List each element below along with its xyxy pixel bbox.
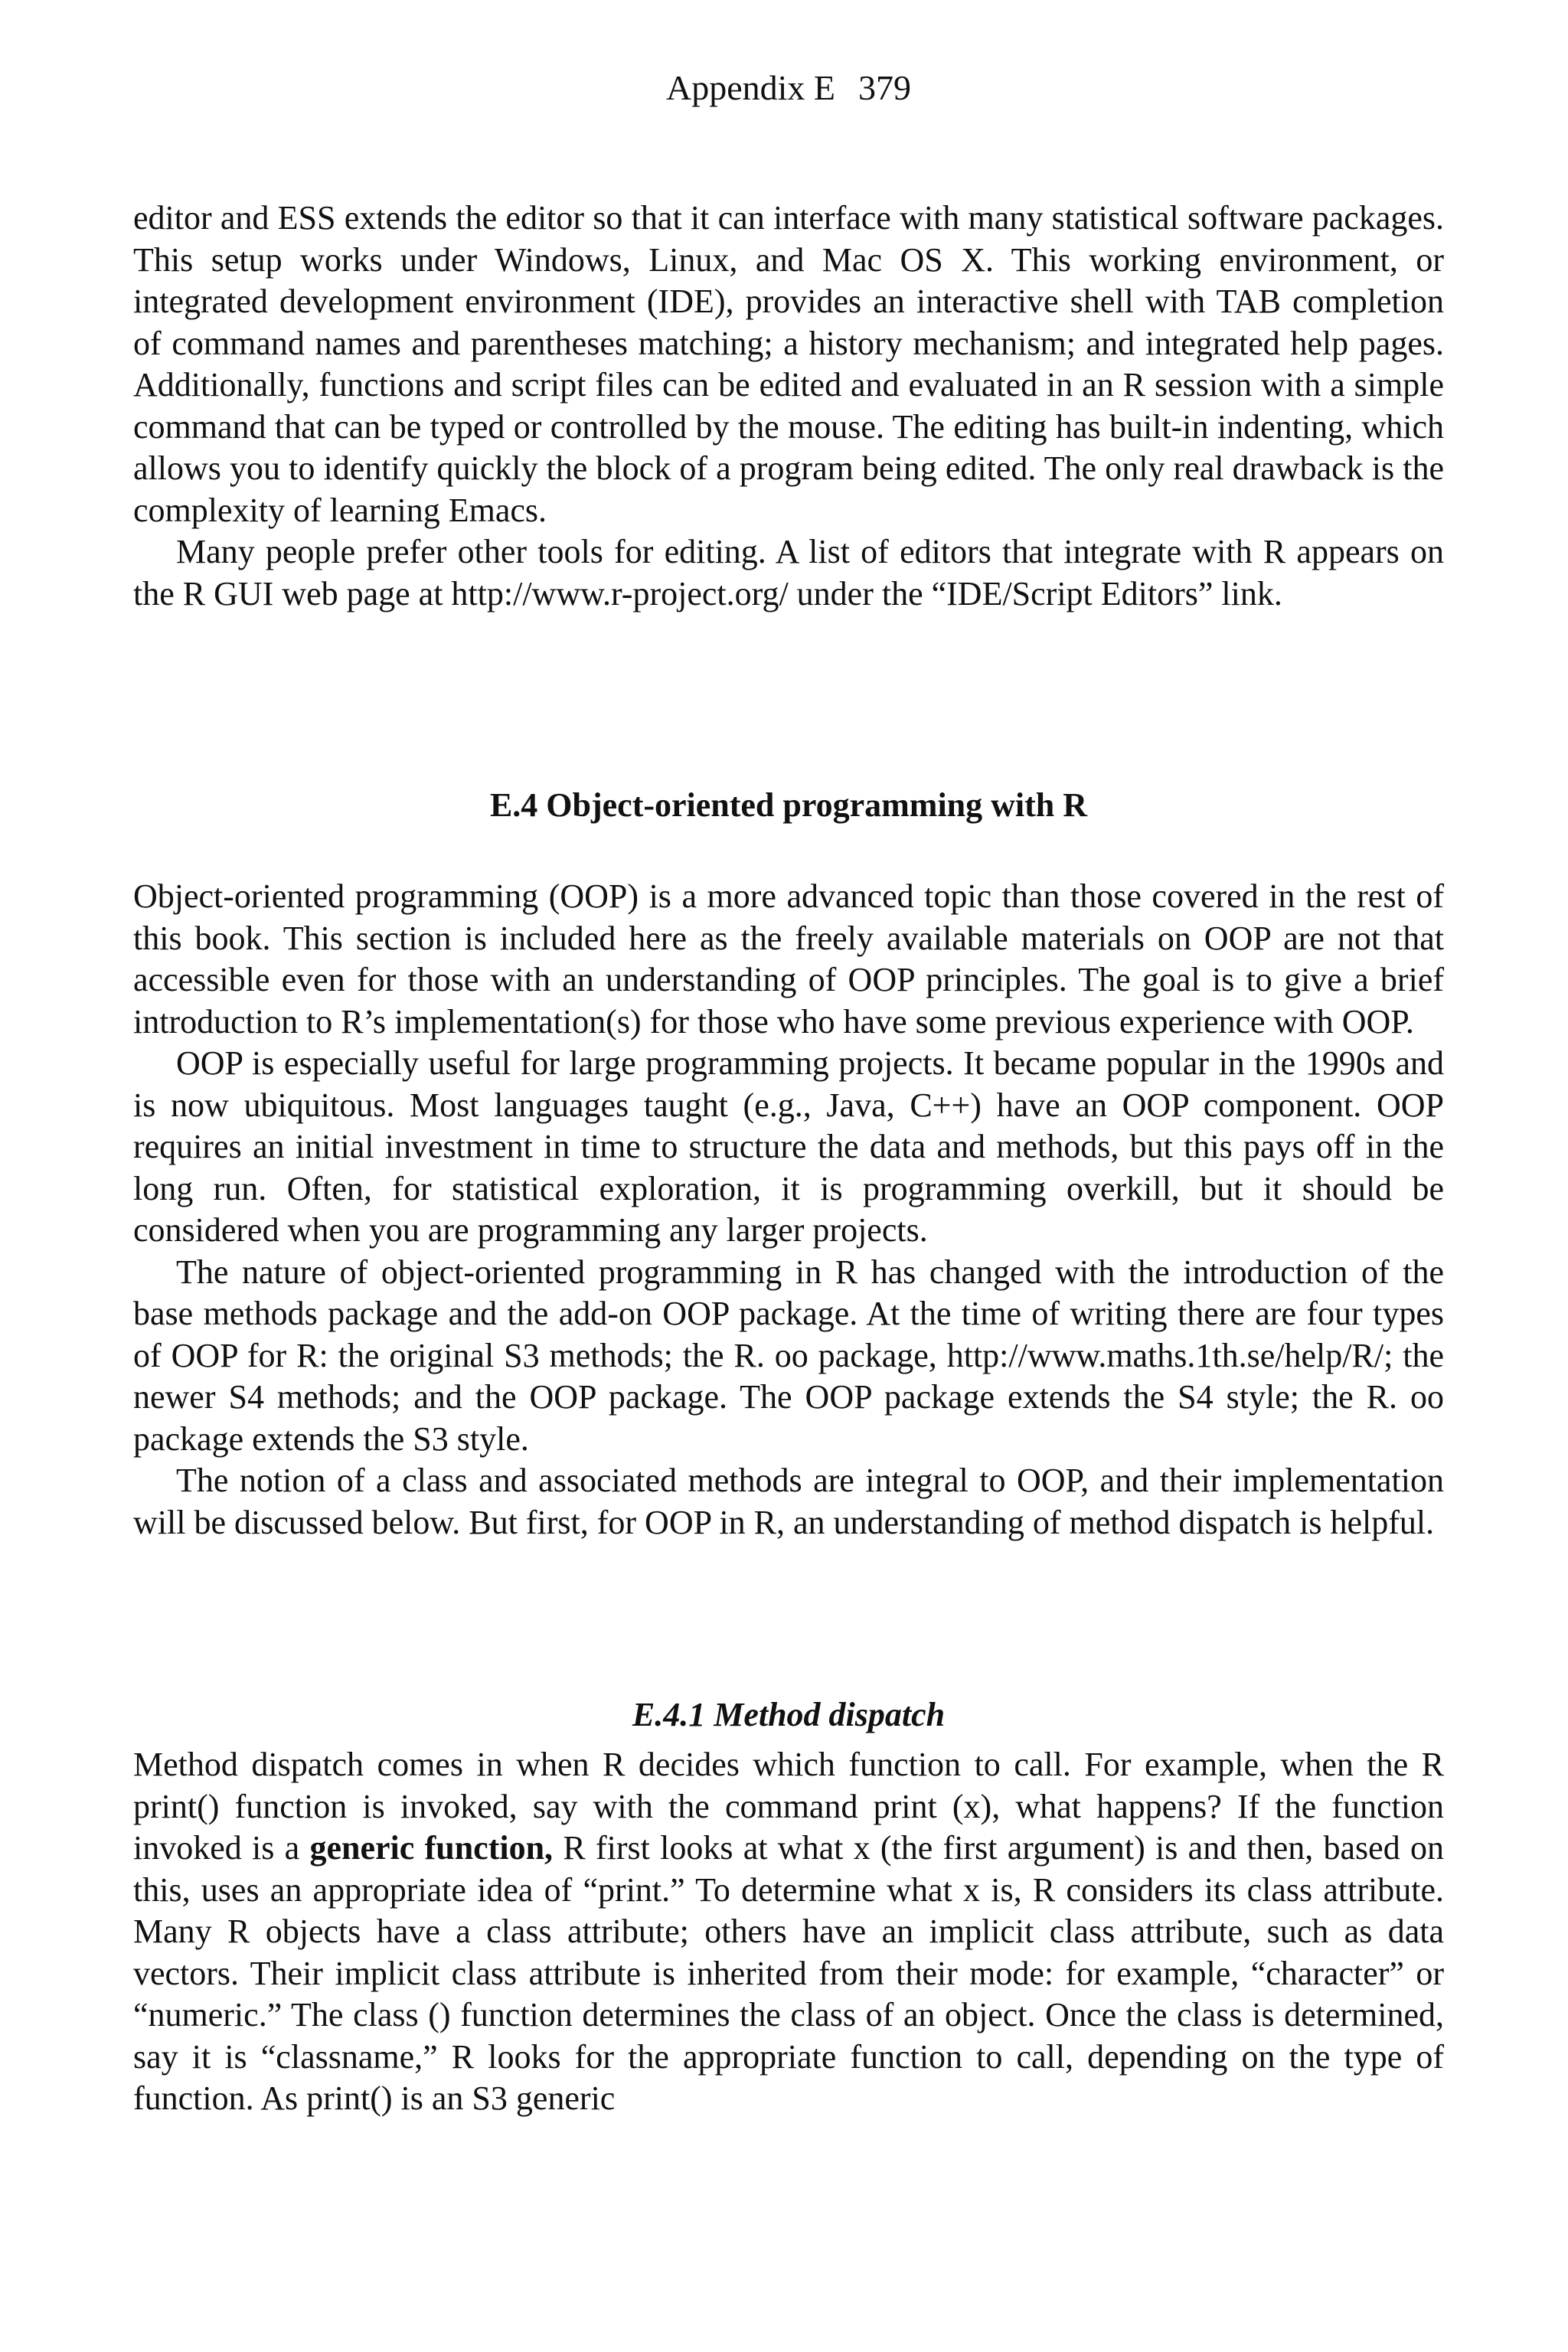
subsection-heading: E.4.1 Method dispatch — [632, 1696, 946, 1733]
intro-paragraph-1: editor and ESS extends the editor so that it can interface with many statistical software packages. This setup works under Windows, Linux, and Mac OS X. This working environment, or integrated development environment (IDE), provides an interactive shell with TAB completion of command names and parentheses matching; a history mechanism; and integrated help pages. Additionally, functions and script files can be edited and evaluated in an R session with a simple command that can be typed or controlled by the mouse. The editing has built-in indenting, which allows you to identify quickly the block of a program being edited. The only real drawback is the complexity of learning Emacs. — [133, 199, 1444, 529]
section-paragraph-4: The notion of a class and associated methods are integral to OOP, and their implementation will be discussed below. But first, for OOP in R, an understanding of method dispatch is helpful. — [133, 1462, 1444, 1541]
running-header — [133, 70, 1444, 106]
section-paragraph-3: The nature of object-oriented programming in R has changed with the introduction of the base methods package and the add-on OOP package. At the time of writing there are four types of OOP for R: the original S3 methods; the R. oo package, http://www.maths.1th.se/help/R/; the newer S4 methods; and the OOP package. The OOP package extends the S4 style; the R. oo package extends the S3 style. — [133, 1253, 1444, 1458]
generic-function-term: generic function, — [309, 1829, 554, 1867]
subsection-text-part-2: R first looks at what x (the first argument) is and then, based on this, uses an appropriate idea of “print.” To determine what x is, R considers its class attribute. Many R objects have a class attribute; others have an implicit class attribute, such as data vectors. Their implicit class attribute is inherited from their mode: for example, “character” or “numeric.” The class () function determines the class of an object. Once the class is determined, say it is “classname,” R looks for the appropriate function to call, depending on the type of function. As print() is an S3 generic — [133, 1829, 1444, 2117]
intro-paragraph-2: Many people prefer other tools for editing. A list of editors that integrate with R appears on the R GUI web page at http://www.r-project.org/ under the “IDE/Script Editors” link. — [133, 533, 1444, 612]
section-heading: E.4 Object-oriented programming with R — [489, 786, 1088, 824]
section-paragraph-2: OOP is especially useful for large programming projects. It became popular in the 1990s and is now ubiquitous. Most languages taught (e.g., Java, C++) have an OOP component. OOP requires an initial investment in time to structure the data and methods, but this pays off in the long run. Often, for statistical exploration, it is programming overkill, but it should be considered when you are programming any larger projects. — [133, 1044, 1444, 1249]
subsection-text-block — [133, 1744, 1444, 2120]
header-title: Appendix E — [665, 68, 835, 107]
section-text-block — [133, 876, 1444, 1544]
page-number: 379 — [858, 68, 911, 107]
subsection-text-part-1: Method dispatch comes in when R decides which function to call. For example, when the R print() function is invoked, say with the command print (x), what happens? If the function invoked is a — [133, 1746, 1444, 1867]
subsection-paragraph-1 — [133, 1744, 1444, 2120]
section-paragraph-1: Object-oriented programming (OOP) is a more advanced topic than those covered in the rest of this book. This section is included here as the freely available materials on OOP are not that accessible even for those with an understanding of OOP principles. The goal is to give a brief introduction to R’s implementation(s) for those who have some previous experience with OOP. — [133, 877, 1444, 1040]
intro-text-block — [133, 198, 1444, 615]
page — [133, 0, 1444, 2352]
